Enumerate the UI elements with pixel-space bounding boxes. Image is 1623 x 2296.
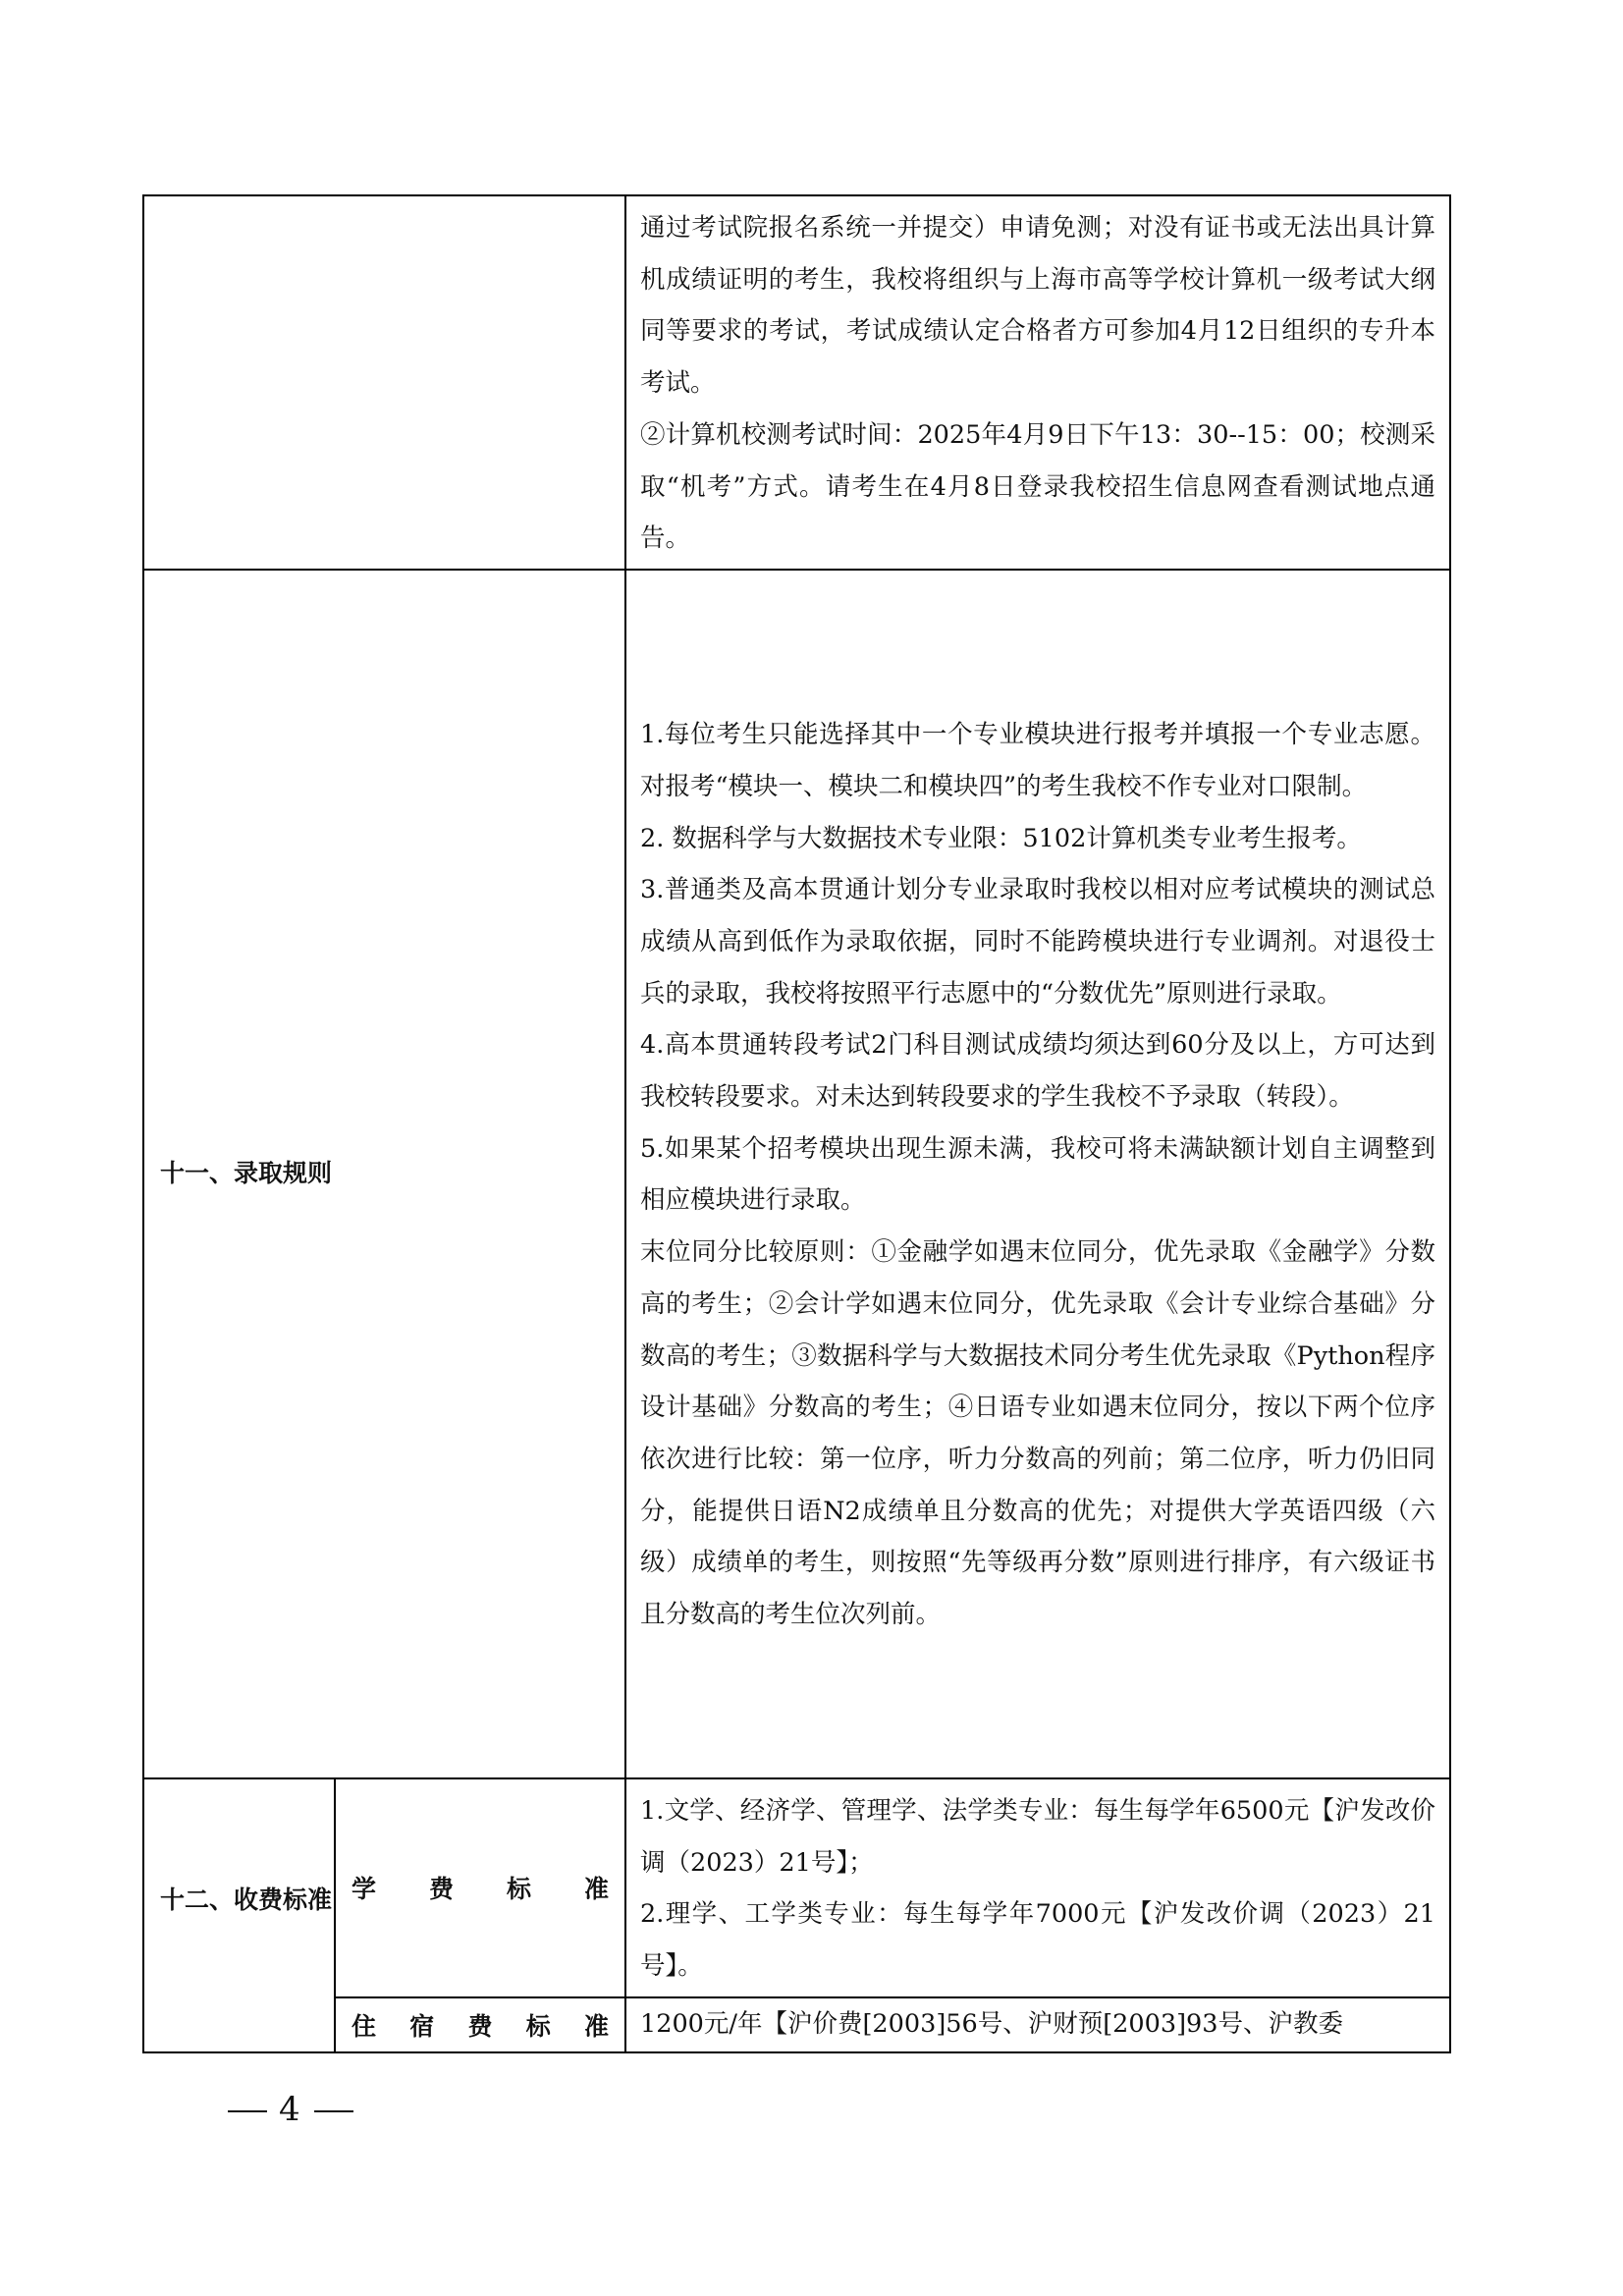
paragraph: 5.如果某个招考模块出现生源未满，我校可将未满缺额计划自主调整到相应模块进行录取。 bbox=[640, 1133, 1435, 1216]
label-char: 费 bbox=[428, 1875, 454, 1904]
tuition-label-cell bbox=[335, 1778, 625, 1997]
paragraph: 2. 数据科学与大数据技术专业限：5102计算机类专业考生报考。 bbox=[640, 823, 1362, 853]
dash-left bbox=[228, 2110, 267, 2112]
admission-rules-table bbox=[142, 194, 1451, 2053]
table-row bbox=[143, 195, 1450, 570]
paragraph: 1.文学、经济学、管理学、法学类专业：每生每学年6500元【沪发改价调（2023）21号】； bbox=[640, 1795, 1435, 1878]
lodging-label-cell bbox=[335, 1997, 625, 2052]
lodging-content-cell bbox=[625, 1997, 1450, 2052]
table-row bbox=[143, 1778, 1450, 1997]
paragraph: 末位同分比较原则：①金融学如遇末位同分，优先录取《金融学》分数高的考生；②会计学如遇末位同分，优先录取《会计专业综合基础》分数高的考生；③数据科学与大数据技术同分考生优先录取《Python程序设计基础》分数高的考生；④日语专业如遇末位同分，按以下两个位序依次进行比较：第一位序，听力分数高的列前；第二位序，听力仍旧同分，能提供日语N2成绩单且分数高的优先；对提供大学英语四级（六级）成绩单的考生，则按照“先等级再分数”原则进行排序，有六级证书且分数高的考生位次列前。 bbox=[640, 1237, 1435, 1630]
label-char: 准 bbox=[583, 2011, 609, 2041]
label-char: 住 bbox=[352, 2011, 377, 2041]
dash-right bbox=[314, 2110, 353, 2112]
paragraph: 4.高本贯通转段考试2门科目测试成绩均须达到60分及以上，方可达到我校转段要求。对未达到转段要求的学生我校不予录取（转段）。 bbox=[640, 1030, 1435, 1113]
label-char: 学 bbox=[352, 1875, 377, 1904]
label-char: 费 bbox=[467, 2011, 493, 2041]
paragraph: 3.普通类及高本贯通计划分专业录取时我校以相对应考试模块的测试总成绩从高到低作为录取依据，同时不能跨模块进行专业调剂。对退役士兵的录取，我校将按照平行志愿中的“分数优先”原则进行录取。 bbox=[640, 875, 1435, 1009]
lodging-label bbox=[336, 2007, 624, 2043]
label-char: 准 bbox=[583, 1875, 609, 1904]
paragraph: 1.每位考生只能选择其中一个专业模块进行报考并填报一个专业志愿。对报考“模块一、模块二和模块四”的考生我校不作专业对口限制。 bbox=[640, 720, 1435, 801]
paragraph: 通过考试院报名系统一并提交）申请免测；对没有证书或无法出具计算机成绩证明的考生，我校将组织与上海市高等学校计算机一级考试大纲同等要求的考试，考试成绩认定合格者方可参加4月12日组织的专升本考试。 bbox=[640, 213, 1435, 399]
category-cell bbox=[143, 195, 625, 570]
table-row bbox=[143, 570, 1450, 1778]
tuition-label bbox=[336, 1870, 624, 1905]
paragraph: 2.理学、工学类专业：每生每学年7000元【沪发改价调（2023）21号】。 bbox=[640, 1899, 1435, 1982]
content-cell bbox=[625, 195, 1450, 570]
label-char: 标 bbox=[506, 1875, 531, 1904]
paragraph: ②计算机校测考试时间：2025年4月9日下午13：30--15：00；校测采取“机考”方式。请考生在4月8日登录我校招生信息网查看测试地点通告。 bbox=[640, 419, 1435, 554]
tuition-content-cell bbox=[625, 1778, 1450, 1997]
table-row bbox=[143, 1997, 1450, 2052]
page-number bbox=[216, 2090, 365, 2129]
category-cell-admission-rules: 十一、录取规则 bbox=[143, 570, 625, 1778]
label-char: 宿 bbox=[409, 2011, 435, 2041]
content-cell bbox=[625, 570, 1450, 1778]
category-cell-fee-standard: 十二、收费标准 bbox=[143, 1778, 335, 2052]
paragraph: 1200元/年【沪价费[2003]56号、沪财预[2003]93号、沪教委 bbox=[640, 2009, 1343, 2040]
label-char: 标 bbox=[525, 2011, 551, 2041]
page-number-value: 4 bbox=[279, 2090, 302, 2129]
